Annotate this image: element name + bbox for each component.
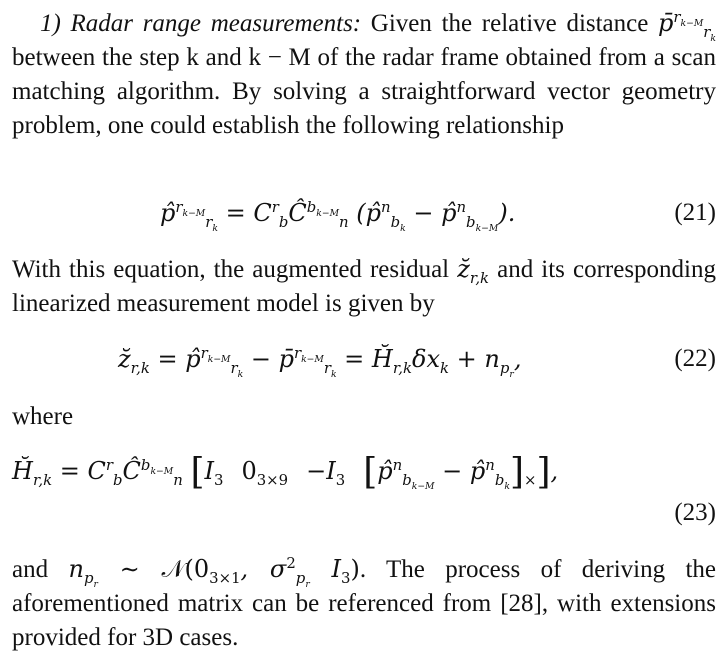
paragraph-text: and its corresponding linearized measurement model is given by [12, 256, 716, 317]
section-heading: 1) Radar range measurements: [40, 10, 362, 37]
paragraph-radar-range [12, 6, 716, 143]
equation-number: (21) [674, 199, 716, 226]
residual-symbol: $z̆_{r,k}$ [457, 255, 490, 287]
equation-21-body: p̂$^{r_{k-M}}_{r_k}$ = $C^r_bĈ^{b_{k-M}}_n$ (p̂$^n_{b_k}$ − p̂$^n_{b_{k-M}}$). [160, 198, 516, 234]
paragraph-text: between the step k and k − M of the radar frame obtained from a scan matching algorithm. By solving a straightforward vector geometry problem, one could establish the following relationship [12, 44, 716, 139]
equation-21 [0, 196, 728, 242]
noise-symbol: $n_{p_r}$ ∼ $𝒩(0_{3\times 1}$, $\sigma^2_{p_r}$ $I_3$) [68, 554, 360, 590]
paragraph-where [12, 400, 716, 434]
paragraph-noise [12, 552, 716, 655]
equation-22 [0, 342, 728, 388]
equation-22-body: $z̆_{r,k}$ = p̂$^{r_{k-M}}_{r_k}$ − p̄$^{r_{k-M}}_{r_k}$ = $H̆_{r,k}\delta x_k + n_{p_r}$, [118, 344, 522, 380]
equation-23 [0, 448, 728, 534]
paragraph-text: With this equation, the augmented residual [12, 256, 458, 283]
paragraph-text: and [12, 556, 69, 583]
relative-distance-symbol: p̄$^{r_{k-M}}_{r_k}$ [658, 8, 717, 44]
paragraph-text: where [12, 403, 74, 430]
paragraph-text: Given the relative distance [361, 10, 659, 37]
paragraph-text: . The process of deriving the aforementioned matrix can be referenced from [28], with extensions provided for 3D cases. [12, 556, 716, 651]
equation-number: (22) [674, 345, 716, 372]
paragraph-residual [12, 252, 716, 321]
equation-23-body: $H̆_{r,k}$ = $C^r_bĈ^{b_{k-M}}_n$ [$I_3$ $0_{3\times 9} -I_3$ [p̂$^n_{b_{k-M}}$ − $p̂^n_{b_k}]_\times$], [12, 451, 559, 493]
equation-number: (23) [674, 499, 716, 526]
